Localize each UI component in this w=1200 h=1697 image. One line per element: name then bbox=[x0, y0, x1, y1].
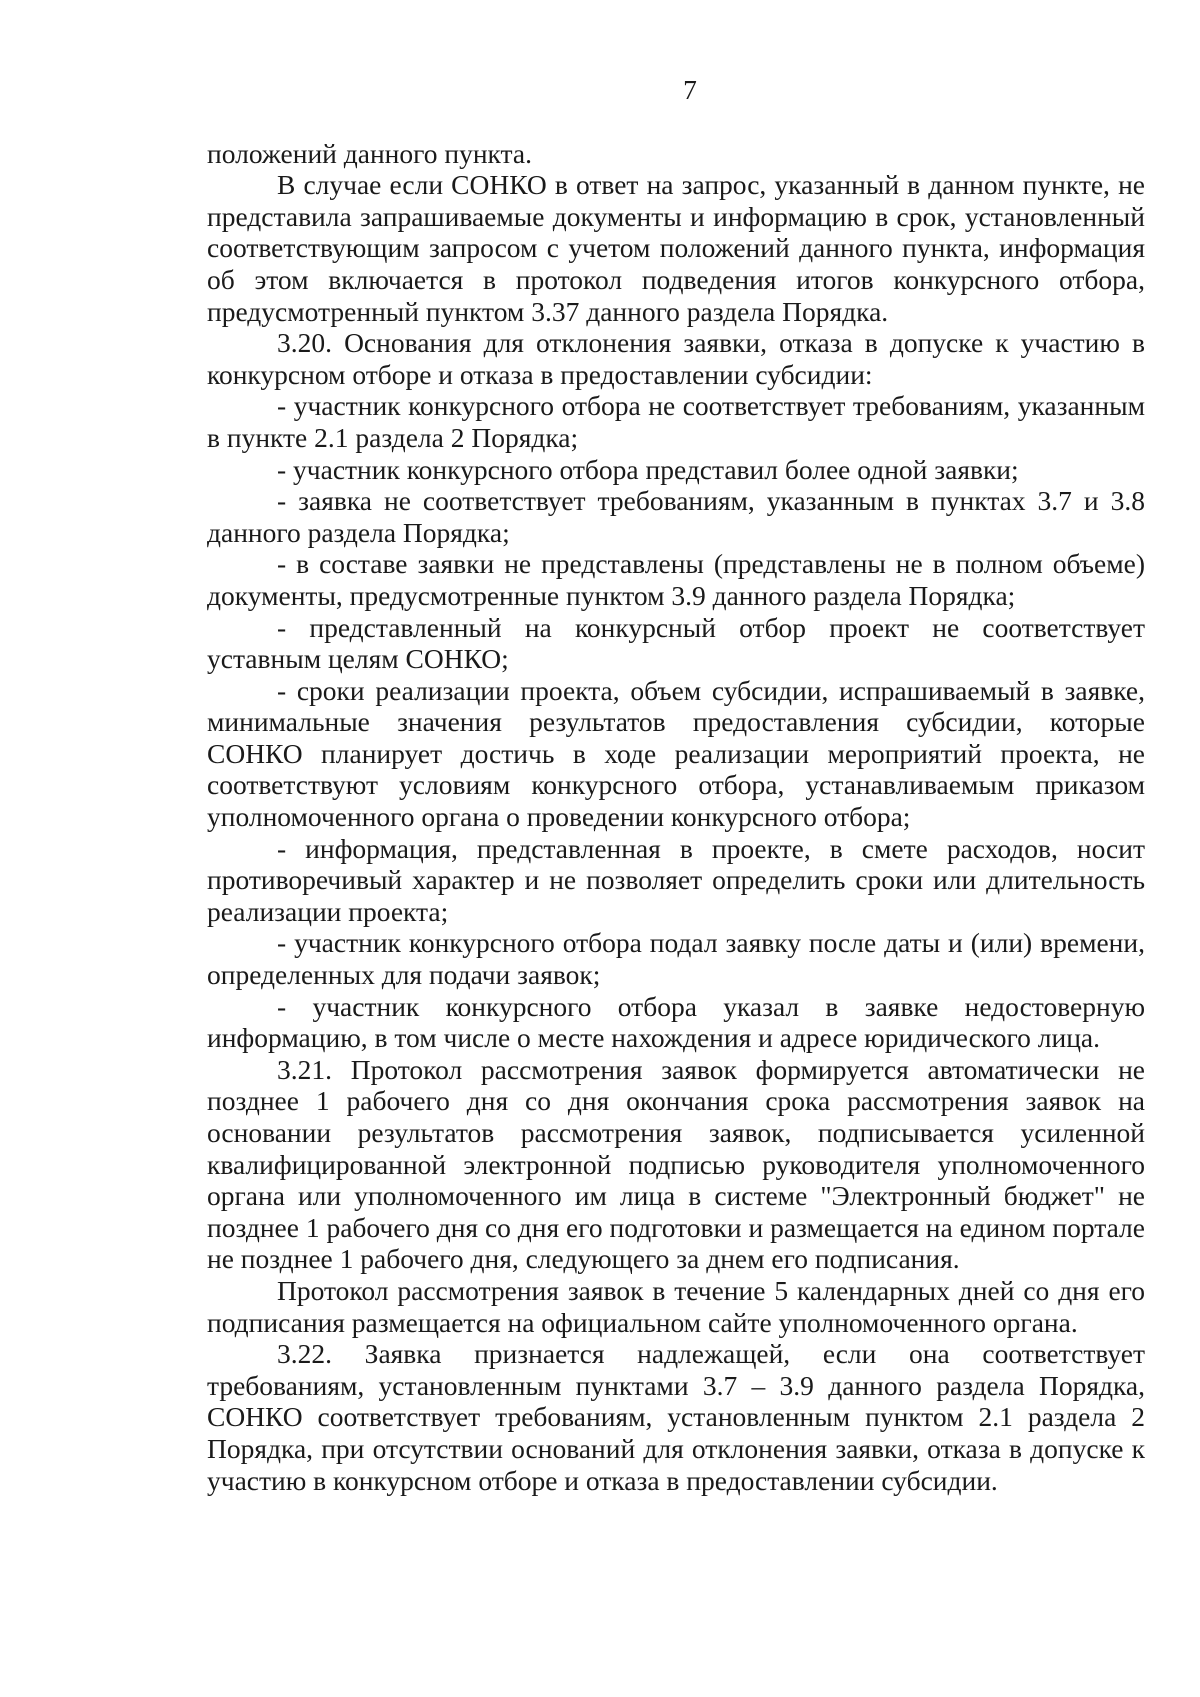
list-item-project-terms: - сроки реализации проекта, объем субсидии, испрашиваемый в заявке, минимальные значения результатов предоставления субсидии, которые СОНКО планирует достичь в ходе реализации мероприятий проекта, не соответствуют условиям конкурсного отбора, устанавливаемым приказом уполномоченного органа о проведении конкурсного отбора; bbox=[207, 674, 1145, 833]
paragraph-3-21-protocol: 3.21. Протокол рассмотрения заявок формируется автоматически не позднее 1 рабочего дня со дня окончания срока рассмотрения заявок на основании результатов рассмотрения заявок, подписывается усиленной квалифицированной электронной подписью руководителя уполномоченного органа или уполномоченного им лица в системе "Электронный бюджет" не позднее 1 рабочего дня со дня его подготовки и размещается на едином портале не позднее 1 рабочего дня, следующего за днем его подписания. bbox=[207, 1053, 1145, 1275]
paragraph-protocol-publication: Протокол рассмотрения заявок в течение 5 календарных дней со дня его подписания размещается на официальном сайте уполномоченного органа. bbox=[207, 1274, 1145, 1338]
list-item-application-nonconforming: - заявка не соответствует требованиям, указанным в пунктах 3.7 и 3.8 данного раздела Порядка; bbox=[207, 485, 1145, 548]
paragraph-sonko-no-response: В случае если СОНКО в ответ на запрос, указанный в данном пункте, не представила запрашиваемые документы и информацию в срок, установленный соответствующим запросом с учетом положений данного пункта, информация об этом включается в протокол подведения итогов конкурсного отбора, предусмотренный пунктом 3.37 данного раздела Порядка. bbox=[207, 169, 1145, 327]
list-item-project-statutory-goals: - представленный на конкурсный отбор проект не соответствует уставным целям СОНКО; bbox=[207, 611, 1145, 675]
document-page bbox=[207, 74, 1145, 1496]
list-item-late-submission: - участник конкурсного отбора подал заявку после даты и (или) времени, определенных для подачи заявок; bbox=[207, 927, 1145, 991]
list-item-requirements-mismatch: - участник конкурсного отбора не соответствует требованиям, указанным в пункте 2.1 раздела 2 Порядка; bbox=[207, 390, 1145, 453]
list-item-false-information: - участник конкурсного отбора указал в заявке недостоверную информацию, в том числе о месте нахождения и адресе юридического лица. bbox=[207, 990, 1145, 1054]
list-item-multiple-applications: - участник конкурсного отбора представил более одной заявки; bbox=[277, 453, 1019, 485]
page-number: 7 bbox=[683, 74, 697, 105]
list-item-contradictory-info: - информация, представленная в проекте, в смете расходов, носит противоречивый характер и не позволяет определить сроки или длительность реализации проекта; bbox=[207, 832, 1145, 927]
paragraph-3-20-heading: 3.20. Основания для отклонения заявки, отказа в допуске к участию в конкурсном отборе и отказа в предоставлении субсидии: bbox=[207, 327, 1145, 390]
list-item-missing-documents: - в составе заявки не представлены (представлены не в полном объеме) документы, предусмотренные пунктом 3.9 данного раздела Порядка; bbox=[207, 548, 1145, 611]
paragraph-3-22-proper-application: 3.22. Заявка признается надлежащей, если она соответствует требованиям, установленным пунктами 3.7 – 3.9 данного раздела Порядка, СОНКО соответствует требованиям, установленным пунктом 2.1 раздела 2 Порядка, при отсутствии оснований для отклонения заявки, отказа в допуске к участию в конкурсном отборе и отказа в предоставлении субсидии. bbox=[207, 1338, 1145, 1496]
paragraph-continuation: положений данного пункта. bbox=[207, 137, 532, 169]
